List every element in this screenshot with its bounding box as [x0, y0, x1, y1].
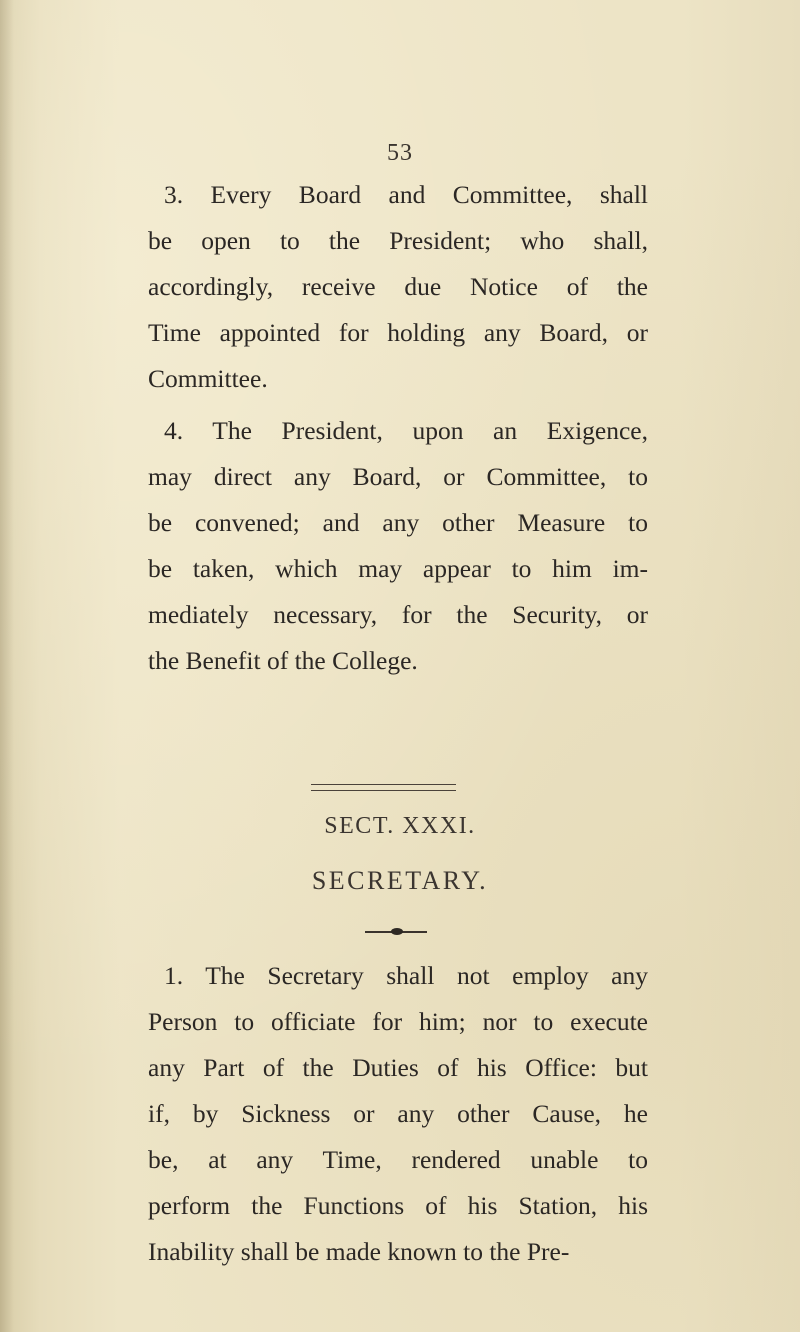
- paragraph-4: [148, 408, 648, 684]
- paragraph-3: [148, 172, 648, 402]
- section-number: SECT. XXXI.: [324, 813, 476, 839]
- text-line: Committee.: [148, 364, 268, 393]
- secretary-paragraph-1: [148, 953, 648, 1275]
- section-title: SECRETARY.: [311, 866, 489, 895]
- text-line: be, at any Time, rendered unable to: [148, 1145, 648, 1174]
- text-line: be open to the President; who shall,: [148, 226, 648, 255]
- section-divider-rule: [311, 784, 456, 791]
- text-line: if, by Sickness or any other Cause, he: [148, 1099, 648, 1128]
- text-line: the Benefit of the College.: [148, 646, 418, 675]
- text-line: Inability shall be made known to the Pre-: [148, 1237, 570, 1266]
- text-line: any Part of the Duties of his Office: but: [148, 1053, 648, 1082]
- text-line: 4. The President, upon an Exigence,: [164, 416, 648, 445]
- text-line: Time appointed for holding any Board, or: [148, 318, 648, 347]
- text-line: Person to officiate for him; nor to execute: [148, 1007, 648, 1036]
- text-line: be taken, which may appear to him im-: [148, 554, 648, 583]
- text-line: 1. The Secretary shall not employ any: [164, 961, 648, 990]
- ornament-divider: [365, 928, 427, 936]
- ornament-dot: [391, 928, 403, 935]
- page-edge-shadow: [0, 0, 14, 1332]
- text-line: may direct any Board, or Committee, to: [148, 462, 648, 491]
- text-line: 3. Every Board and Committee, shall: [164, 180, 648, 209]
- text-line: mediately necessary, for the Security, or: [148, 600, 648, 629]
- text-line: be convened; and any other Measure to: [148, 508, 648, 537]
- page-number: 53: [387, 140, 413, 166]
- text-line: perform the Functions of his Station, his: [148, 1191, 648, 1220]
- text-line: accordingly, receive due Notice of the: [148, 272, 648, 301]
